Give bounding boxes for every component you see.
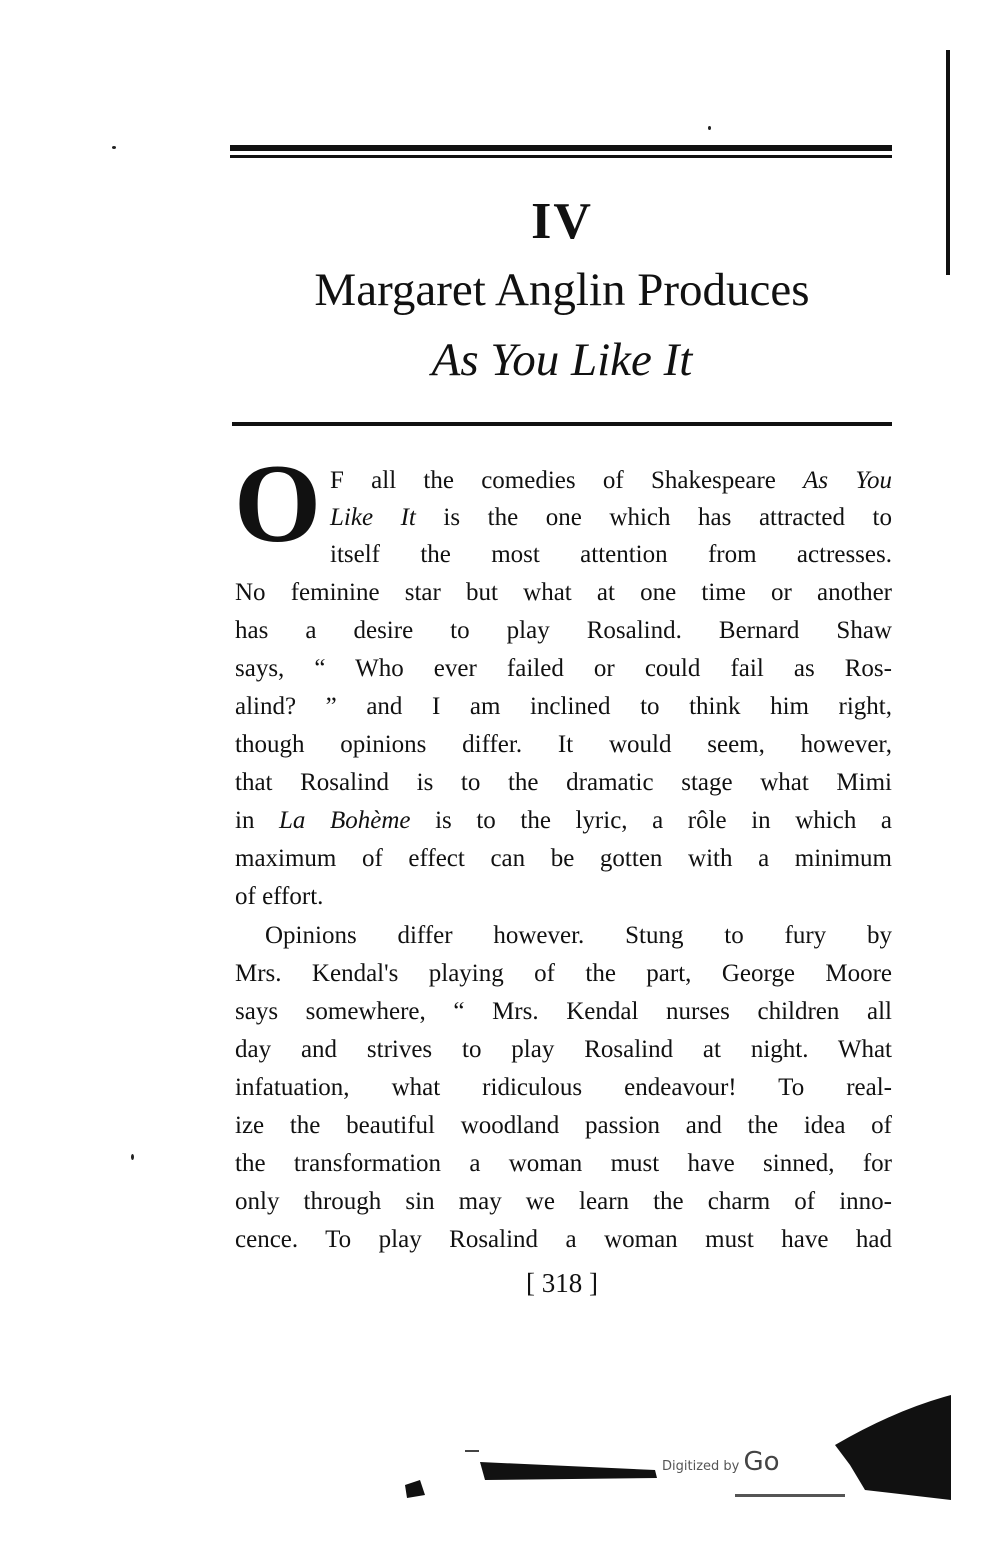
text-line: cence. To play Rosalind a woman must have had bbox=[235, 1226, 892, 1253]
digitized-watermark: Digitized by Go bbox=[662, 1447, 780, 1477]
scan-page-edge bbox=[946, 50, 950, 275]
chapter-title: Margaret Anglin Produces bbox=[314, 264, 810, 316]
text-line: Opinions differ however. Stung to fury by bbox=[265, 922, 892, 949]
title-rule bbox=[232, 422, 892, 426]
scan-speck bbox=[112, 146, 116, 149]
text-line: infatuation, what ridiculous endeavour! To real- bbox=[235, 1074, 892, 1101]
text-line: in La Bohème is to the lyric, a rôle in which a bbox=[235, 807, 893, 834]
text-line: of effort. bbox=[235, 883, 324, 910]
scan-speck bbox=[131, 1154, 134, 1160]
text-line: says somewhere, “ Mrs. Kendal nurses children all bbox=[235, 998, 892, 1025]
text-line: has a desire to play Rosalind. Bernard Shaw bbox=[235, 617, 892, 644]
scan-speck bbox=[708, 126, 711, 130]
header-rule bbox=[230, 145, 892, 151]
text-line: No feminine star but what at one time or another bbox=[235, 579, 892, 606]
header-rule bbox=[230, 155, 892, 158]
text-line: F all the comedies of Shakespeare As You bbox=[330, 467, 893, 494]
text-line: though opinions differ. It would seem, however, bbox=[235, 731, 892, 758]
text-line: only through sin may we learn the charm of inno- bbox=[235, 1188, 892, 1215]
drop-cap: O bbox=[234, 442, 322, 566]
page-number: [ 318 ] bbox=[526, 1268, 598, 1298]
text-line: itself the most attention from actresses. bbox=[330, 541, 892, 568]
text-line: that Rosalind is to the dramatic stage what Mimi bbox=[235, 769, 892, 796]
text-line: alind? ” and I am inclined to think him right, bbox=[235, 693, 892, 720]
scan-smudge bbox=[395, 1390, 957, 1510]
chapter-numeral: IV bbox=[531, 193, 593, 250]
text-line: the transformation a woman must have sinned, for bbox=[235, 1150, 892, 1177]
text-line: ize the beautiful woodland passion and the idea of bbox=[235, 1112, 892, 1139]
text-line: maximum of effect can be gotten with a minimum bbox=[235, 845, 892, 872]
google-logo-fragment: Go bbox=[743, 1447, 780, 1477]
text-line: says, “ Who ever failed or could fail as Ros- bbox=[235, 655, 892, 682]
text-line: day and strives to play Rosalind at night. What bbox=[235, 1036, 892, 1063]
text-line: Like It is the one which has attracted to bbox=[330, 504, 892, 531]
chapter-subtitle: As You Like It bbox=[431, 334, 693, 386]
text-line: Mrs. Kendal's playing of the part, George Moore bbox=[235, 960, 892, 987]
